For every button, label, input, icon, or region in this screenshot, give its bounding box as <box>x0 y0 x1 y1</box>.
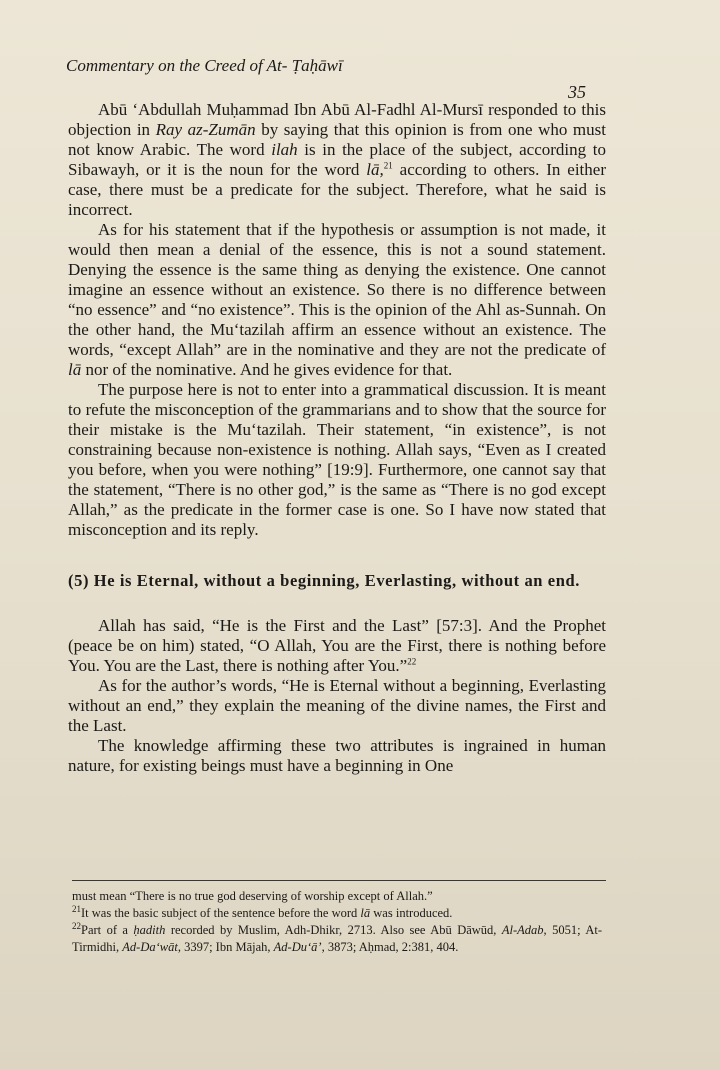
footnote-21: $^{21}$It was the basic subject of the sentence before the word lā was introduced. <box>72 903 453 920</box>
section-body <box>68 616 606 776</box>
footnote-divider <box>72 880 606 881</box>
footnote-ref-22: 22 <box>407 656 417 667</box>
paragraph-6: The knowledge affirming these two attributes is ingrained in human nature, for existing beings must have a beginning in One <box>68 736 606 775</box>
section-heading: (5) He is Eternal, without a beginning, Everlasting, without an end. <box>68 571 581 590</box>
page-number: 35 <box>568 82 586 102</box>
footnote-ref-21: 21 <box>383 160 393 171</box>
paragraph-2: As for his statement that if the hypothesis or assumption is not made, it would then mean a denial of the essence, this is not a sound statement. Denying the essence is the same thing as denying the existence. One cannot imagine an essence without an existence. So there is no difference between “no essence” and “no existence”. This is the opinion of the Ahl as-Sunnah. On the other hand, the Mu‘tazilah affirm an essence without an existence. The words, “except Allah” are in the nominative and they are not the predicate of lā nor of the nominative. And he gives evidence for that. <box>68 220 606 379</box>
footnote-22: $^{22}$Part of a ḥadith recorded by Muslim, Adh-Dhikr, 2713. Also see Abū Dāwūd, Al-Adab, 5051; At-Tirmidhi, Ad-Da‘wāt, 3397; Ibn Mājah, Ad-Du‘ā’, 3873; Aḥmad, 2:381, 404. <box>72 920 602 954</box>
paragraph-4: Allah has said, “He is the First and the Last” [57:3]. And the Prophet (peace be on him) stated, “O Allah, You are the First, there is nothing before You. You are the Last, there is nothing after You.”$^{22}$ <box>68 616 606 675</box>
paragraph-5: As for the author’s words, “He is Eternal without a beginning, Everlasting without an end,” they explain the meaning of the divine names, the First and the Last. <box>68 676 606 735</box>
footnotes <box>72 888 602 956</box>
running-head: Commentary on the Creed of At- Ṭaḥāwī <box>66 56 343 75</box>
paragraph-3: The purpose here is not to enter into a grammatical discussion. It is meant to refute the misconception of the grammarians and to show that the source for their mistake is the Mu‘tazilah. Their statement, “in existence”, is not constraining because non-existence is nothing. Allah says, “Even as I created you before, when you were nothing” [19:9]. Furthermore, one cannot say that the statement, “There is no other god,” is the same as “There is no god except Allah,” as the predicate in the former case is one. So I have now stated that misconception and its reply. <box>68 380 606 539</box>
body-text <box>68 100 606 776</box>
paragraph-1: Abū ‘Abdullah Muḥammad Ibn Abū Al-Fadhl Al-Mursī responded to this objection in Ray az-Zumān by saying that this opinion is from one who must not know Arabic. The word ilah is in the place of the subject, according to Sibawayh, or it is the noun for the word lā,$^{21}$ according to others. In either case, there must be a predicate for the subject. Therefore, what he said is incorrect. <box>68 100 606 219</box>
footnote-continuation: must mean “There is no true god deserving of worship except of Allah.” <box>72 889 433 903</box>
